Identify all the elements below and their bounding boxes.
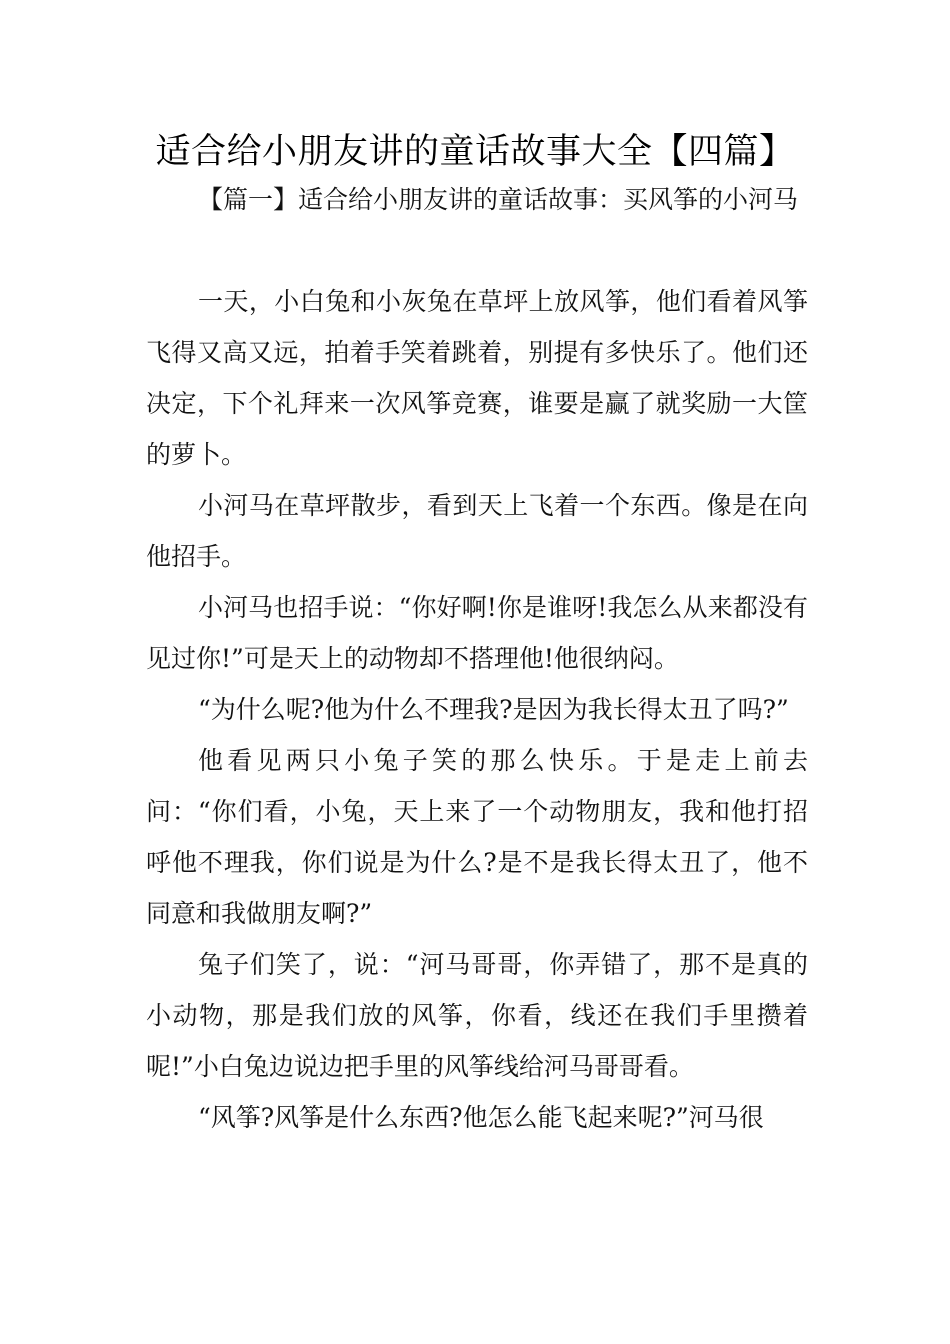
paragraph: 小河马也招手说：“你好啊!你是谁呀!我怎么从来都没有见过你!”可是天上的动物却不搭理他!他很纳闷。 — [146, 593, 808, 673]
paragraph: 小河马在草坪散步，看到天上飞着一个东西。像是在向他招手。 — [146, 491, 808, 571]
document-body — [146, 174, 808, 1143]
paragraph: 兔子们笑了，说：“河马哥哥，你弄错了，那不是真的小动物，那是我们放的风筝，你看，线还在我们手里攒着呢!”小白兔边说边把手里的风筝线给河马哥哥看。 — [146, 950, 808, 1081]
paragraph: 他看见两只小兔子笑的那么快乐。于是走上前去问：“你们看，小兔，天上来了一个动物朋友，我和他打招呼他不理我，你们说是为什么?是不是我长得太丑了，他不同意和我做朋友啊?” — [146, 746, 808, 928]
paragraph: “为什么呢?他为什么不理我?是因为我长得太丑了吗?” — [198, 695, 789, 724]
paragraph: 一天，小白兔和小灰兔在草坪上放风筝，他们看着风筝飞得又高又远，拍着手笑着跳着，别提有多快乐了。他们还决定，下个礼拜来一次风筝竞赛，谁要是赢了就奖励一大筐的萝卜。 — [146, 287, 808, 469]
document-title: 适合给小朋友讲的童话故事大全【四篇】 — [155, 132, 795, 172]
paragraph: “风筝?风筝是什么东西?他怎么能飞起来呢?”河马很 — [198, 1103, 764, 1132]
section-heading: 【篇一】适合给小朋友讲的童话故事：买风筝的小河马 — [198, 185, 799, 214]
